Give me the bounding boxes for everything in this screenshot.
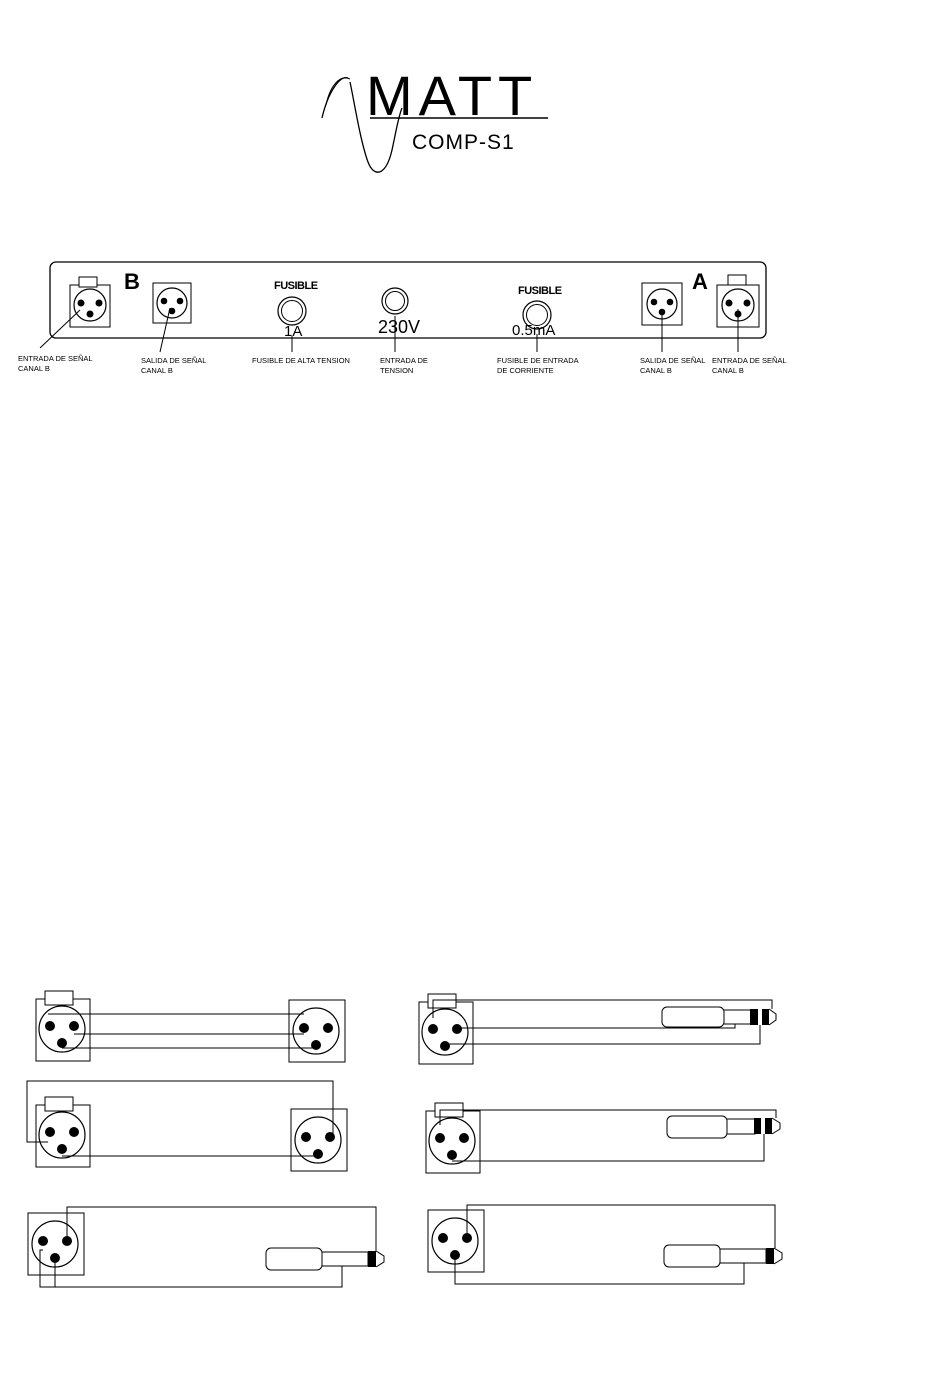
trs-jack-icon	[667, 1116, 780, 1138]
wiring-diagram-2	[419, 994, 776, 1064]
fuse-left-label: FUSIBLE	[274, 280, 318, 292]
fuse-right-rating: 0.5mA	[512, 322, 556, 339]
brand-name: MATT	[366, 64, 539, 127]
xlr-male-connector	[28, 1213, 84, 1275]
caption-mains-input: ENTRADA DE TENSION	[380, 356, 428, 375]
caption-fuse-current-input: FUSIBLE DE ENTRADA DE CORRIENTE	[497, 356, 579, 375]
trs-jack-icon	[662, 1007, 776, 1027]
ts-jack-icon	[266, 1248, 384, 1270]
channel-b-label: B	[124, 269, 140, 294]
caption-a-output: SALIDA DE SEÑAL CANAL B	[640, 356, 706, 375]
ts-jack-icon	[664, 1245, 782, 1267]
xlr-male-connector	[291, 1109, 347, 1171]
mains-voltage-label: 230V	[378, 317, 421, 337]
caption-fuse-high-voltage: FUSIBLE DE ALTA TENSION	[252, 356, 350, 365]
wiring-diagram-1	[36, 991, 345, 1062]
wiring-diagram-4	[426, 1103, 780, 1173]
caption-b-input: ENTRADA DE SEÑAL CANAL B	[18, 354, 93, 373]
fuse-left-rating: 1A	[284, 323, 303, 340]
wiring-diagram-3	[27, 1081, 347, 1171]
xlr-female-connector	[36, 991, 90, 1061]
caption-a-input: ENTRADA DE SEÑAL CANAL B	[712, 356, 787, 375]
wiring-diagram-5	[28, 1207, 384, 1287]
xlr-male-connector	[428, 1210, 484, 1272]
wiring-diagram-6	[428, 1205, 782, 1284]
xlr-female-connector	[419, 994, 473, 1064]
fuse-right-label: FUSIBLE	[518, 285, 562, 297]
channel-a-label: A	[692, 269, 708, 294]
model-name: COMP-S1	[412, 131, 515, 154]
caption-b-output: SALIDA DE SEÑAL CANAL B	[141, 356, 207, 375]
xlr-male-connector	[289, 1000, 345, 1062]
xlr-female-connector	[426, 1103, 480, 1173]
